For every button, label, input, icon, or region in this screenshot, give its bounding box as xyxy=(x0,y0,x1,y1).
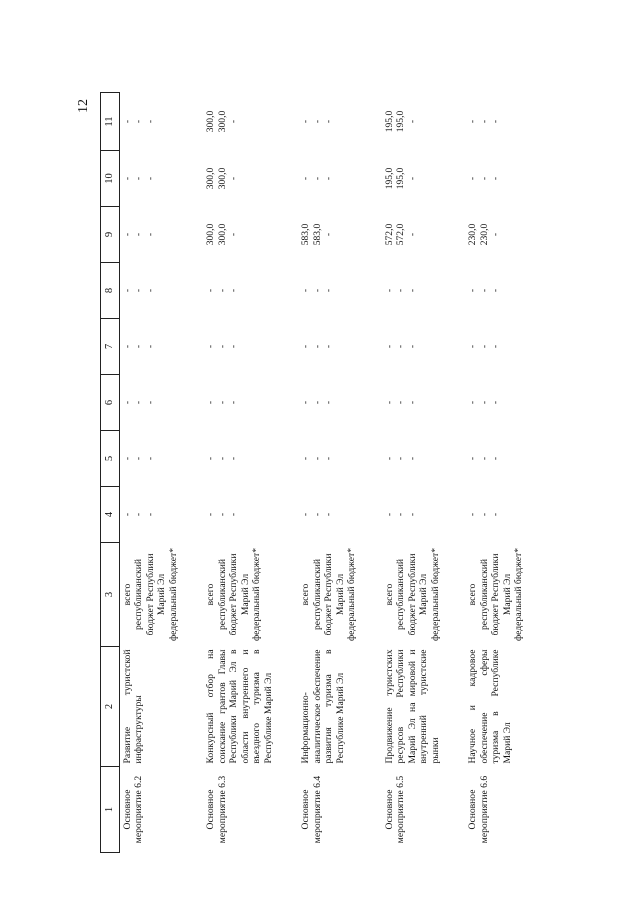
value-cell xyxy=(465,487,527,543)
rotated-landscape-content xyxy=(76,93,620,853)
activity-name: Конкурсный отбор на соискание грантов Главы Республики Марий Эл в области внутреннего и въездного туризма в Республике Марий Эл xyxy=(205,649,274,764)
value: - xyxy=(490,344,501,349)
value: - xyxy=(144,119,156,124)
value: - xyxy=(205,344,216,349)
value: - xyxy=(216,456,228,461)
value: - xyxy=(216,288,228,293)
value-cell xyxy=(465,93,527,151)
value: - xyxy=(228,119,239,124)
value-cell xyxy=(382,263,444,319)
value: - xyxy=(121,456,133,461)
value-cell xyxy=(203,263,276,319)
value: - xyxy=(144,400,156,405)
column-header: 4 xyxy=(101,487,120,543)
value: - xyxy=(467,288,478,293)
value-cell xyxy=(465,431,527,487)
value-cell xyxy=(119,207,181,263)
value-cell xyxy=(203,151,276,207)
table-row xyxy=(119,93,181,853)
value: - xyxy=(383,344,395,349)
value: - xyxy=(406,288,418,293)
value: - xyxy=(406,456,418,461)
value: - xyxy=(300,456,311,461)
value-cell xyxy=(298,319,360,375)
value: - xyxy=(323,232,334,237)
funding-source: федеральный бюджет* xyxy=(167,547,179,642)
value-cell xyxy=(382,319,444,375)
activity-id: Основное мероприятие 6.4 xyxy=(300,775,323,844)
value: - xyxy=(300,176,311,181)
value: - xyxy=(383,512,395,517)
value: - xyxy=(395,344,406,349)
activity-name: Информационно-аналитическое обеспечение развития туризма в Республике Марий Эл xyxy=(300,649,346,764)
value-cell xyxy=(119,319,181,375)
value-cell xyxy=(382,375,444,431)
value: - xyxy=(490,456,501,461)
funding-source: республиканский бюджет Республики Марий Эл xyxy=(478,553,513,636)
row-spacer xyxy=(276,93,298,853)
value: - xyxy=(323,288,334,293)
value: - xyxy=(121,400,133,405)
value: - xyxy=(406,232,418,237)
value-cell xyxy=(203,319,276,375)
value-cell xyxy=(382,151,444,207)
column-header: 9 xyxy=(101,207,120,263)
value: - xyxy=(144,456,156,461)
funding-source: федеральный бюджет* xyxy=(513,547,524,642)
value: - xyxy=(323,176,334,181)
row-spacer xyxy=(443,93,465,853)
funding-source: всего xyxy=(383,583,395,606)
value: 230,0 xyxy=(467,223,478,246)
value: - xyxy=(300,400,311,405)
value: - xyxy=(383,456,395,461)
value: - xyxy=(133,176,144,181)
value-cell xyxy=(203,487,276,543)
activity-id: Основное мероприятие 6.2 xyxy=(121,775,144,844)
value: 583,0 xyxy=(300,223,311,246)
value-cell xyxy=(203,93,276,151)
value: 572,0 xyxy=(395,223,406,246)
table-row xyxy=(298,93,360,853)
value: - xyxy=(121,344,133,349)
value: - xyxy=(133,232,144,237)
value: - xyxy=(311,456,323,461)
column-header: 5 xyxy=(101,431,120,487)
spacer-cell xyxy=(276,93,298,853)
value-cell xyxy=(298,151,360,207)
value: 195,0 xyxy=(383,167,395,190)
spacer-cell xyxy=(443,93,465,853)
value: 230,0 xyxy=(478,223,490,246)
activity-id: Основное мероприятие 6.6 xyxy=(467,775,490,844)
value: - xyxy=(205,400,216,405)
value: - xyxy=(133,456,144,461)
value: - xyxy=(133,119,144,124)
funding-sources xyxy=(298,543,360,647)
value: - xyxy=(490,176,501,181)
value: - xyxy=(133,512,144,517)
value-cell xyxy=(382,431,444,487)
value: - xyxy=(478,400,490,405)
value: - xyxy=(395,288,406,293)
funding-source: всего xyxy=(121,583,133,606)
column-header: 10 xyxy=(101,151,120,207)
funding-sources xyxy=(119,543,181,647)
value: - xyxy=(216,400,228,405)
funding-source: федеральный бюджет* xyxy=(346,547,357,642)
funding-source: республиканский бюджет Республики Марий Эл xyxy=(133,553,167,636)
value: - xyxy=(478,512,490,517)
value: - xyxy=(311,512,323,517)
value: - xyxy=(478,344,490,349)
activity-name: Развитие туристской инфраструктуры xyxy=(121,649,144,764)
funding-sources xyxy=(203,543,276,647)
value: - xyxy=(490,400,501,405)
value: - xyxy=(467,456,478,461)
value: - xyxy=(478,176,490,181)
column-header: 8 xyxy=(101,263,120,319)
value-cell xyxy=(465,151,527,207)
value-cell xyxy=(382,487,444,543)
value: - xyxy=(121,288,133,293)
funding-source: республиканский бюджет Республики Марий Эл xyxy=(216,553,251,636)
value: 300,0 xyxy=(205,223,216,246)
value: - xyxy=(467,176,478,181)
value-cell xyxy=(203,431,276,487)
value: - xyxy=(144,512,156,517)
column-header: 6 xyxy=(101,375,120,431)
column-header: 3 xyxy=(101,543,120,647)
value: - xyxy=(323,119,334,124)
value-cell xyxy=(298,487,360,543)
value: - xyxy=(121,512,133,517)
value: 300,0 xyxy=(216,223,228,246)
value-cell xyxy=(465,319,527,375)
value-cell xyxy=(465,263,527,319)
value: 583,0 xyxy=(311,223,323,246)
value: - xyxy=(311,119,323,124)
value-cell xyxy=(119,487,181,543)
funding-source: федеральный бюджет* xyxy=(251,547,262,642)
value: - xyxy=(228,512,239,517)
value-cell xyxy=(203,207,276,263)
funding-sources xyxy=(382,543,444,647)
value: - xyxy=(406,400,418,405)
value: - xyxy=(383,400,395,405)
value: - xyxy=(300,288,311,293)
value: - xyxy=(467,344,478,349)
value: - xyxy=(300,512,311,517)
activity-id: Основное мероприятие 6.3 xyxy=(205,775,228,844)
value: - xyxy=(323,456,334,461)
value: - xyxy=(121,232,133,237)
value: - xyxy=(311,288,323,293)
value: - xyxy=(133,344,144,349)
table-row xyxy=(203,93,276,853)
value: - xyxy=(144,176,156,181)
value: - xyxy=(406,344,418,349)
row-spacer xyxy=(360,93,382,853)
value: - xyxy=(205,288,216,293)
value: - xyxy=(133,400,144,405)
value: - xyxy=(228,232,239,237)
value: - xyxy=(323,344,334,349)
value: 300,0 xyxy=(205,110,216,133)
funding-source: республиканский бюджет Республики Марий Эл xyxy=(395,553,429,636)
value: - xyxy=(478,456,490,461)
column-header: 2 xyxy=(101,647,120,767)
value: 195,0 xyxy=(395,110,406,133)
funding-source: всего xyxy=(205,583,216,606)
value: 572,0 xyxy=(383,223,395,246)
value: - xyxy=(205,456,216,461)
value-cell xyxy=(298,375,360,431)
value: - xyxy=(133,288,144,293)
value: 300,0 xyxy=(216,167,228,190)
funding-source: республиканский бюджет Республики Марий Эл xyxy=(311,553,346,636)
value: - xyxy=(228,456,239,461)
page-number: 12 xyxy=(76,99,91,113)
value-cell xyxy=(298,431,360,487)
value: - xyxy=(406,176,418,181)
value: - xyxy=(395,400,406,405)
value-cell xyxy=(382,93,444,151)
value: - xyxy=(228,288,239,293)
value: - xyxy=(490,288,501,293)
value-cell xyxy=(203,375,276,431)
value: - xyxy=(323,400,334,405)
row-spacer xyxy=(181,93,203,853)
value: - xyxy=(144,232,156,237)
value: - xyxy=(144,288,156,293)
value-cell xyxy=(298,207,360,263)
value: - xyxy=(478,288,490,293)
column-header: 7 xyxy=(101,319,120,375)
value: - xyxy=(406,512,418,517)
value: - xyxy=(383,288,395,293)
table-header-row xyxy=(101,93,120,853)
funding-source: всего xyxy=(300,583,311,606)
value: - xyxy=(467,400,478,405)
activity-name: Продвижение туристских ресурсов Республики Марий Эл на мировой и внутренний туристские рынки xyxy=(383,649,441,764)
value: - xyxy=(490,512,501,517)
value: - xyxy=(216,512,228,517)
activity-id: Основное мероприятие 6.5 xyxy=(383,775,406,844)
value: - xyxy=(228,344,239,349)
value: - xyxy=(478,119,490,124)
column-header: 1 xyxy=(101,767,120,853)
value: - xyxy=(311,344,323,349)
value-cell xyxy=(119,375,181,431)
funding-table xyxy=(100,92,527,853)
value: - xyxy=(311,400,323,405)
value-cell xyxy=(119,151,181,207)
value-cell xyxy=(119,263,181,319)
value: - xyxy=(228,400,239,405)
table-body xyxy=(119,93,527,853)
value-cell xyxy=(465,207,527,263)
value: 195,0 xyxy=(383,110,395,133)
value-cell xyxy=(382,207,444,263)
value-cell xyxy=(298,93,360,151)
spacer-cell xyxy=(181,93,203,853)
table-row xyxy=(382,93,444,853)
value: - xyxy=(490,119,501,124)
value-cell xyxy=(119,93,181,151)
value-cell xyxy=(465,375,527,431)
value: - xyxy=(121,176,133,181)
value: - xyxy=(144,344,156,349)
funding-source: всего xyxy=(467,583,478,606)
value: - xyxy=(300,119,311,124)
value-cell xyxy=(298,263,360,319)
activity-name: Научное и кадровое обеспечение сферы туризма в Республике Марий Эл xyxy=(467,649,513,764)
value: - xyxy=(311,176,323,181)
funding-source: федеральный бюджет* xyxy=(429,547,441,642)
value: - xyxy=(216,344,228,349)
value: 195,0 xyxy=(395,167,406,190)
value: - xyxy=(121,119,133,124)
value: - xyxy=(323,512,334,517)
table-row xyxy=(465,93,527,853)
column-header: 11 xyxy=(101,93,120,151)
value: - xyxy=(395,456,406,461)
value: 300,0 xyxy=(205,167,216,190)
value: - xyxy=(228,176,239,181)
value: - xyxy=(300,344,311,349)
spacer-cell xyxy=(360,93,382,853)
value: - xyxy=(490,232,501,237)
value: - xyxy=(395,512,406,517)
value: - xyxy=(467,512,478,517)
value: - xyxy=(205,512,216,517)
value: - xyxy=(467,119,478,124)
funding-sources xyxy=(465,543,527,647)
value: - xyxy=(406,119,418,124)
value-cell xyxy=(119,431,181,487)
value: 300,0 xyxy=(216,110,228,133)
